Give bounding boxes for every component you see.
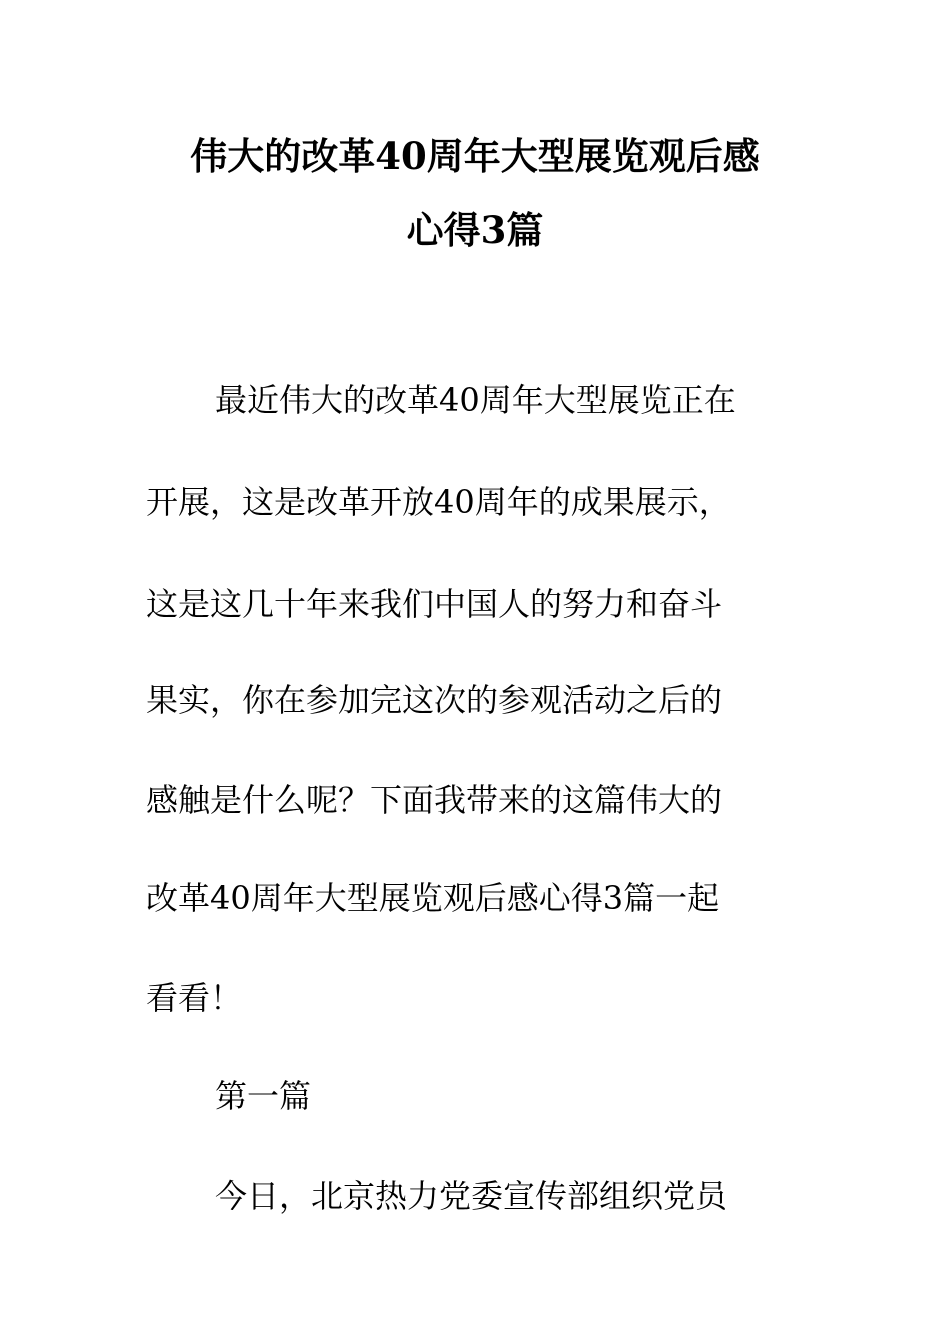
body-line-4: 果实，你在参加完这次的参观活动之后的 [146,681,723,719]
body-line-1: 最近伟大的改革40周年大型展览正在 [215,381,736,419]
body-line-3: 这是这几十年来我们中国人的努力和奋斗 [146,585,723,623]
body-line-5: 感触是什么呢？下面我带来的这篇伟大的 [146,781,723,819]
body-line-9: 今日，北京热力党委宣传部组织党员 [215,1177,728,1215]
body-line-7: 看看！ [146,979,243,1017]
section-heading-first: 第一篇 [215,1077,312,1115]
body-line-2: 开展，这是改革开放40周年的成果展示， [146,483,731,521]
document-title-line-2: 心得3篇 [406,208,544,252]
body-line-6: 改革40周年大型展览观后感心得3篇一起 [146,879,720,917]
document-title-line-1: 伟大的改革40周年大型展览观后感 [190,134,760,178]
